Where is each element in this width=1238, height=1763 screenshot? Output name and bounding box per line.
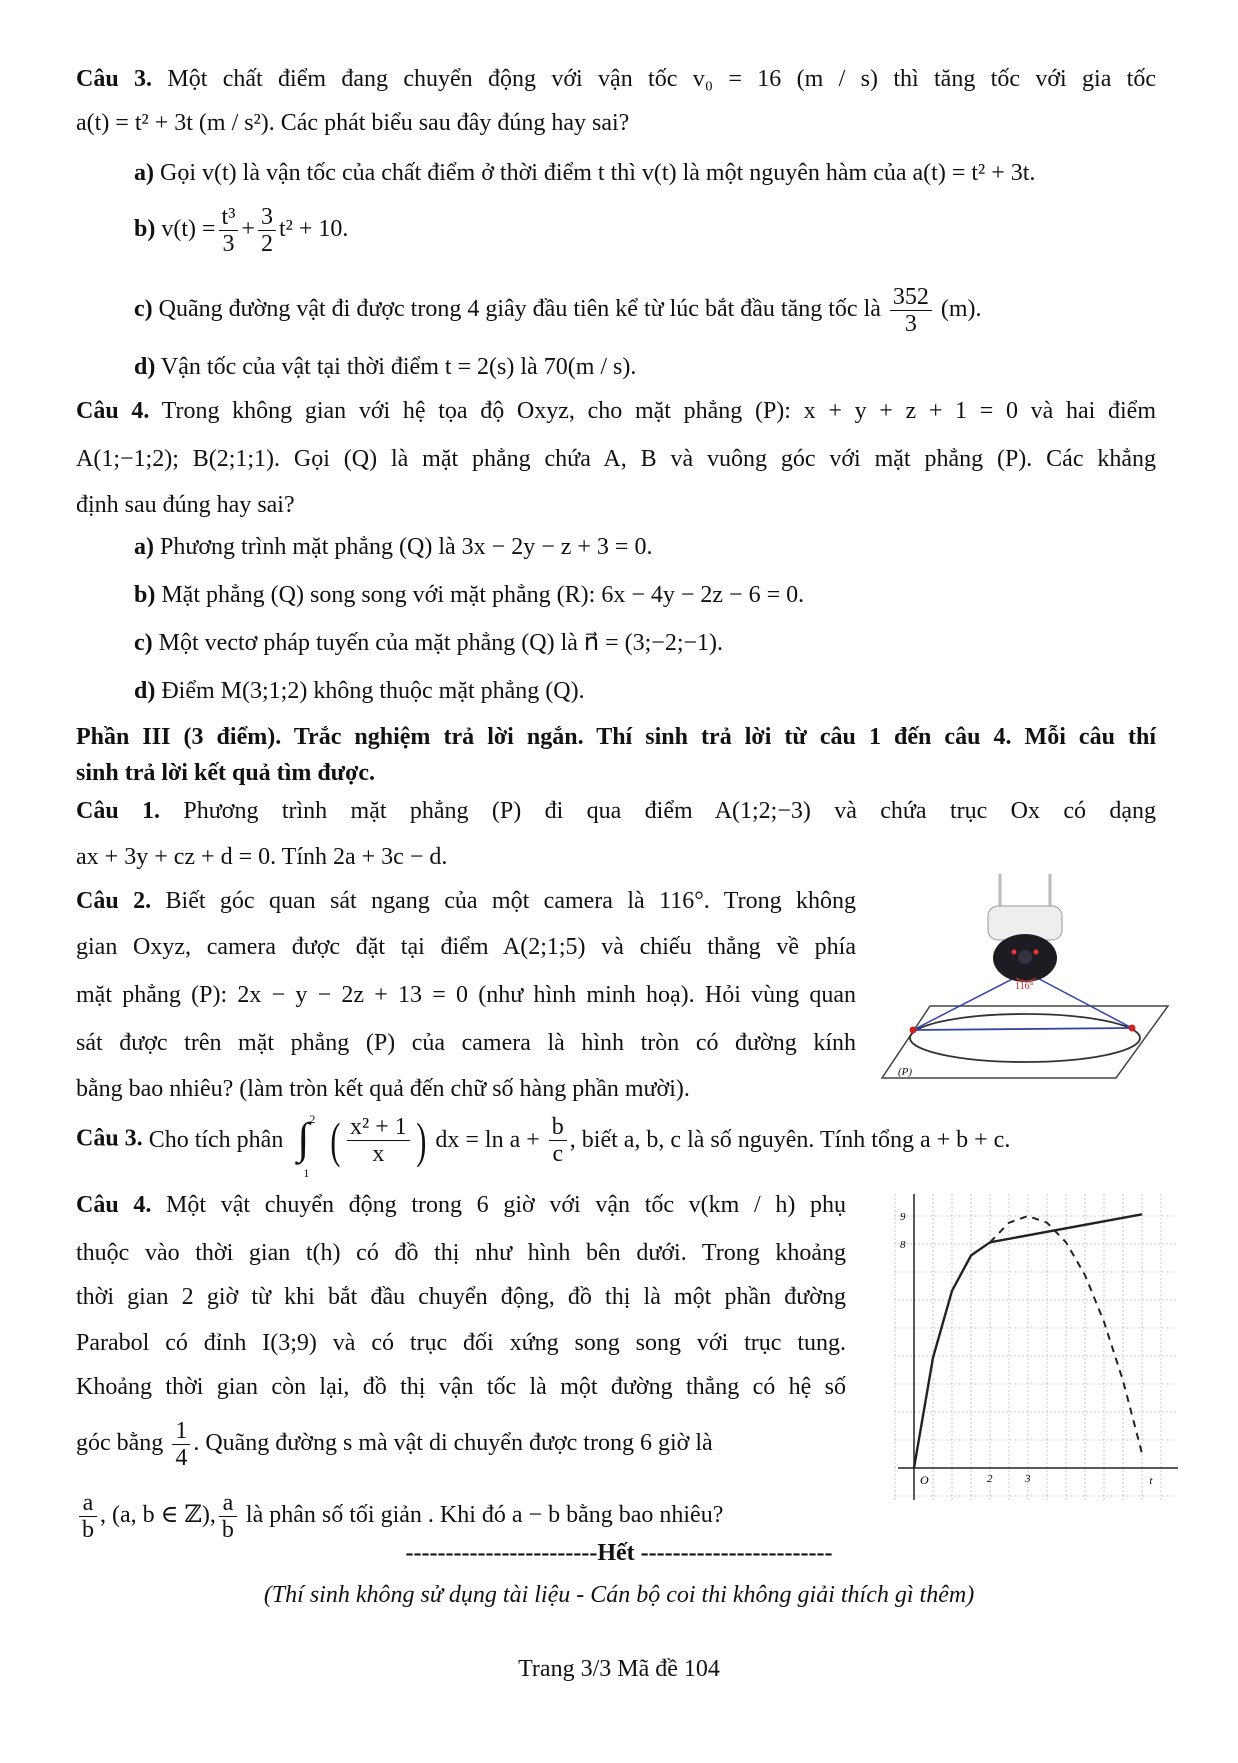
p3q1-line1 [76, 796, 1156, 826]
p3q3-b: b [549, 1114, 567, 1141]
q3-b-frac1 [219, 204, 239, 257]
integral-sign: ∫ 2 1 [295, 1110, 321, 1170]
q4-a [134, 532, 652, 562]
y-tick-8: 8 [900, 1239, 906, 1251]
integrand-num: x² + 1 [347, 1114, 410, 1141]
q4-a-label: a) [134, 534, 154, 560]
plane-parallelogram [882, 1006, 1168, 1078]
ab-frac-2 [219, 1490, 237, 1543]
lens-center [1018, 950, 1032, 964]
q3-c-num: 352 [890, 284, 932, 311]
p3q4-line3: thời gian 2 giờ từ khi bắt đầu chuyển động, đồ thị là một phần đường [76, 1284, 846, 1310]
p3q1-title: Câu 1. [76, 798, 161, 824]
q3-d [134, 352, 636, 382]
ab-frac-1 [79, 1490, 97, 1543]
footer-note: (Thí sinh không sử dụng tài liệu - Cán bộ coi thi không giải thích gì thêm) [263, 1582, 975, 1608]
led-2 [1034, 950, 1039, 955]
q4-c-text: Một vectơ pháp tuyến của mặt phẳng (Q) là n⃗ = (3;−2;−1). [158, 630, 724, 656]
part3-heading-1: Phần III (3 điểm). Trắc nghiệm trả lời ngắn. Thí sinh trả lời từ câu 1 đến câu 4. Mỗi câu thí [76, 724, 1156, 750]
p3q2-text1: Biết góc quan sát ngang của một camera là 116°. Trong không [165, 888, 856, 914]
origin-label: O [920, 1473, 929, 1487]
integral-lower: 1 [303, 1166, 310, 1180]
integral-upper: 2 [309, 1112, 316, 1126]
p3q3-line: Câu 3. Cho tích phân ∫ 2 1 ( $\frac{\text{x² + 1}}{x}$ ) dx = ln a + $\frac{b}{c}$ , biết a, b, c là số nguyên. Tính tổng a + b + c. [76, 1110, 1010, 1166]
p3q2-line1 [76, 886, 856, 916]
q3-d-text: Vận tốc của vật tại thời điểm t = 2(s) là 70(m / s). [160, 354, 637, 380]
camera-figure [870, 868, 1170, 1080]
p3q2-line2: gian Oxyz, camera được đặt tại điểm A(2;1;5) và chiếu thẳng về phía [76, 934, 856, 960]
p3q2-line4: sát được trên mặt phẳng (P) của camera là hình tròn có đường kính [76, 1030, 856, 1056]
q4-line2: A(1;−1;2); B(2;1;1). Gọi (Q) là mặt phẳng chứa A, B và vuông góc với mặt phẳng (P). Các khẳng [76, 446, 1156, 472]
q3-a [134, 158, 1035, 188]
p3q4-line5: Khoảng thời gian còn lại, đồ thị vận tốc là một đường thẳng có hệ số [76, 1374, 846, 1400]
q3-b-frac2 [258, 204, 276, 257]
ab-a1: a [79, 1490, 97, 1517]
slope-den: 4 [175, 1445, 188, 1471]
q3-b-d2: 2 [260, 231, 273, 257]
x-axis-label: t [1149, 1475, 1153, 1487]
q3-b-label: b) [134, 216, 156, 243]
led-1 [1012, 950, 1017, 955]
p3q3-title: Câu 3. [76, 1125, 143, 1152]
edge-point-left [910, 1027, 917, 1034]
q4-line3: định sau đúng hay sai? [76, 492, 295, 518]
q4-a-text: Phương trình mặt phẳng (Q) là 3x − 2y − z + 3 = 0. [160, 534, 653, 560]
p3q4-line2: thuộc vào thời gian t(h) có đồ thị như hình bên dưới. Trong khoảng [76, 1240, 846, 1266]
q3-a-text: Gọi v(t) là vận tốc của chất điểm ở thời điểm t thì v(t) là một nguyên hàm của a(t) = t² + 3t. [160, 160, 1036, 186]
y-tick-9: 9 [900, 1211, 906, 1223]
p3q1-text1: Phương trình mặt phẳng (P) đi qua điểm A(1;2;−3) và chứa trục Ox có dạng [183, 798, 1156, 824]
velocity-graph [880, 1190, 1180, 1512]
x-tick-2: 2 [987, 1473, 993, 1485]
ab-b1: b [82, 1517, 94, 1543]
q4-line1 [76, 396, 1156, 426]
q3-b [134, 204, 348, 257]
p3q3-post: , biết a, b, c là số nguyên. Tính tổng a + b + c. [569, 1127, 1011, 1153]
q4-c [134, 628, 723, 658]
q3-c-label: c) [134, 296, 153, 323]
plane-label: (P) [898, 1066, 913, 1078]
x-tick-3: 3 [1025, 1473, 1031, 1485]
q3-line2: a(t) = t² + 3t (m / s²). Các phát biểu sau đây đúng hay sai? [76, 110, 630, 136]
p3q4-l7-post: là phân số tối giản . Khi đó a − b bằng bao nhiêu? [245, 1502, 724, 1529]
q3-line1 [76, 64, 1156, 94]
p3q4-text1: Một vật chuyển động trong 6 giờ với vận tốc v(km / h) phụ [166, 1192, 847, 1218]
q4-c-label: c) [134, 630, 153, 656]
q3-b-n1: t³ [219, 204, 239, 231]
integrand-den: x [372, 1140, 385, 1167]
page-number: Trang 3/3 Mã đề 104 [518, 1656, 720, 1682]
slope-frac [172, 1418, 190, 1471]
p3q2-title: Câu 2. [76, 888, 152, 914]
p3q4-l6-pre: góc bằng [76, 1430, 164, 1457]
p3q4-l6-post: . Quãng đường s mà vật di chuyển được trong 6 giờ là [193, 1430, 713, 1457]
q3-text1: Một chất điểm đang chuyển động với vận tốc v₀ = 16 (m / s) thì tăng tốc với gia tốc [167, 66, 1157, 92]
p3q4-line4: Parabol có đỉnh I(3;9) và có trục đối xứng song song với trục tung. [76, 1330, 846, 1356]
end-marker: ------------------------Hết ------------------------ [405, 1540, 833, 1566]
p3q4-line6 [76, 1418, 713, 1471]
p3q3-pre: Cho tích phân [148, 1127, 284, 1153]
p3q1-line2: ax + 3y + cz + d = 0. Tính 2a + 3c − d. [76, 844, 448, 870]
q3-b-d1: 3 [222, 231, 235, 257]
q4-text1: Trong không gian với hệ tọa độ Oxyz, cho mặt phẳng (P): x + y + z + 1 = 0 và hai điểm [161, 398, 1156, 424]
q4-d-text: Điểm M(3;1;2) không thuộc mặt phẳng (Q). [161, 678, 585, 704]
q4-title: Câu 4. [76, 398, 150, 424]
integrand-frac [347, 1114, 410, 1167]
part3-heading-2: sinh trả lời kết quả tìm được. [76, 760, 376, 786]
angle-label: 116° [1015, 981, 1034, 992]
p3q2-line3: mặt phẳng (P): 2x − y − 2z + 13 = 0 (như hình minh hoạ). Hỏi vùng quan [76, 982, 856, 1008]
q3-d-label: d) [134, 354, 156, 380]
q3-a-label: a) [134, 160, 154, 186]
q3-b-n2: 3 [258, 204, 276, 231]
q3-b-post: t² + 10. [278, 216, 349, 243]
q3-b-plus: + [241, 216, 255, 243]
p3q3-c: c [552, 1140, 564, 1167]
q4-d-label: d) [134, 678, 156, 704]
q3-c-den: 3 [904, 311, 917, 337]
q4-b-label: b) [134, 582, 156, 608]
ab-a2: a [219, 1490, 237, 1517]
p3q4-line7 [76, 1490, 723, 1543]
p3q4-line1 [76, 1190, 846, 1220]
edge-point-right [1129, 1025, 1136, 1032]
p3q4-title: Câu 4. [76, 1192, 152, 1218]
ab-b2: b [221, 1517, 234, 1543]
q3-b-pre: v(t) = [161, 216, 216, 243]
q3-c-frac [890, 284, 932, 337]
p3q3-bc-frac [549, 1114, 567, 1167]
p3q4-l7-mid: , (a, b ∈ ℤ), [100, 1502, 216, 1529]
p3q3-mid: dx = ln a + [435, 1127, 540, 1153]
q4-b [134, 580, 804, 610]
p3q2-line5: bằng bao nhiêu? (làm tròn kết quả đến chữ số hàng phần mười). [76, 1076, 690, 1102]
q3-c-text: Quãng đường vật đi được trong 4 giây đầu tiên kể từ lúc bắt đầu tăng tốc là [158, 296, 881, 323]
q3-c [134, 284, 982, 337]
q4-b-text: Mặt phẳng (Q) song song với mặt phẳng (R): 6x − 4y − 2z − 6 = 0. [161, 582, 805, 608]
q4-d [134, 676, 585, 706]
slope-num: 1 [172, 1418, 190, 1445]
q3-title: Câu 3. [76, 66, 153, 92]
q3-c-unit: (m). [940, 296, 982, 323]
